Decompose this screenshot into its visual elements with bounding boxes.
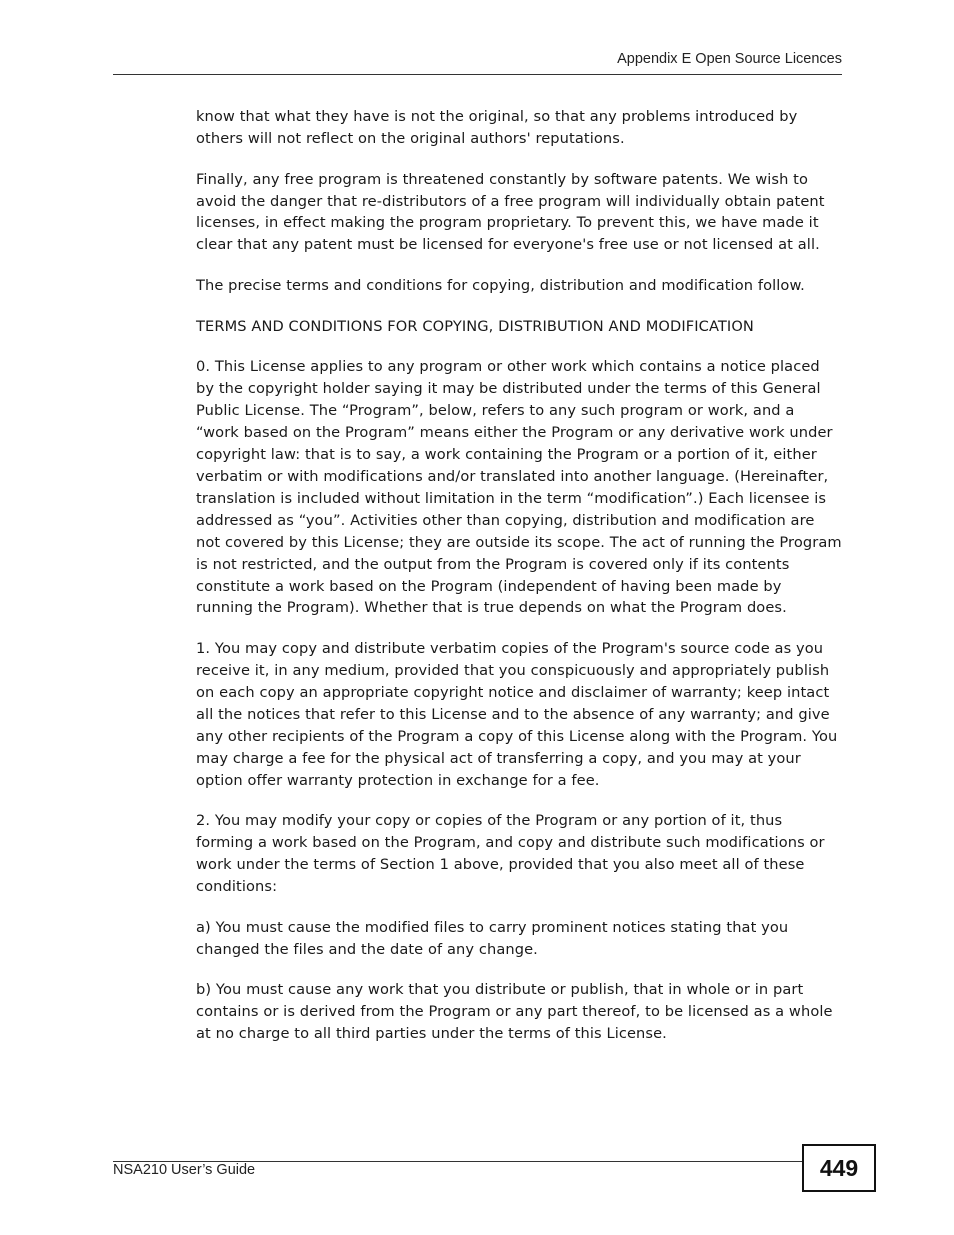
- running-header: Appendix E Open Source Licences: [617, 51, 842, 67]
- paragraph: a) You must cause the modified files to carry prominent notices stating that you changed the files and the date of any change.: [196, 918, 789, 958]
- paragraph: Finally, any free program is threatened constantly by software patents. We wish to avoid the danger that re-distributors of a free program will individually obtain patent licenses, in effect making the program proprietary. To prevent this, we have made it clear that any patent must be licensed for everyone's free use or not licensed at all.: [196, 170, 825, 254]
- paragraph: b) You must cause any work that you distribute or publish, that in whole or in part contains or is derived from the Program or any part thereof, to be licensed as a whole at no charge to all third parties under the terms of this License.: [196, 981, 833, 1043]
- paragraph: 0. This License applies to any program or other work which contains a notice placed by the copyright holder saying it may be distributed under the terms of this General Public License. The “Program”, below, refers to any such program or work, and a “work based on the Program” means either the Program or any derivative work under copyright law: that is to say, a work containing the Program or a portion of it, either verbatim or with modifications and/or translated into another language. (Hereinafter, translation is included without limitation in the term “modification”.) Each licensee is addressed as “you”. Activities other than copying, distribution and modification are not covered by this License; they are outside its scope. The act of running the Program is not restricted, and the output from the Program is covered only if its contents constitute a work based on the Program (independent of having been made by running the Program). Whether that is true depends on what the Program does.: [196, 358, 842, 617]
- paragraph: 2. You may modify your copy or copies of the Program or any portion of it, thus forming a work based on the Program, and copy and distribute such modifications or work under the terms of Section 1 above, provided that you also meet all of these conditions:: [196, 812, 825, 895]
- page-number: 449: [802, 1144, 876, 1192]
- header-divider: [113, 74, 842, 75]
- paragraph: know that what they have is not the original, so that any problems introduced by others will not reflect on the original authors' reputations.: [196, 108, 798, 147]
- paragraph: The precise terms and conditions for copying, distribution and modification follow.: [196, 277, 805, 295]
- section-heading: TERMS AND CONDITIONS FOR COPYING, DISTRIBUTION AND MODIFICATION: [196, 317, 754, 335]
- footer-guide-title: NSA210 User’s Guide: [113, 1162, 256, 1178]
- body-text: [196, 106, 842, 1064]
- paragraph: 1. You may copy and distribute verbatim copies of the Program's source code as you receive it, in any medium, provided that you conspicuously and appropriately publish on each copy an appropriate copyright notice and disclaimer of warranty; keep intact all the notices that refer to this License and to the absence of any warranty; and give any other recipients of the Program a copy of this License along with the Program. You may charge a fee for the physical act of transferring a copy, and you may at your option offer warranty protection in exchange for a fee.: [196, 640, 838, 789]
